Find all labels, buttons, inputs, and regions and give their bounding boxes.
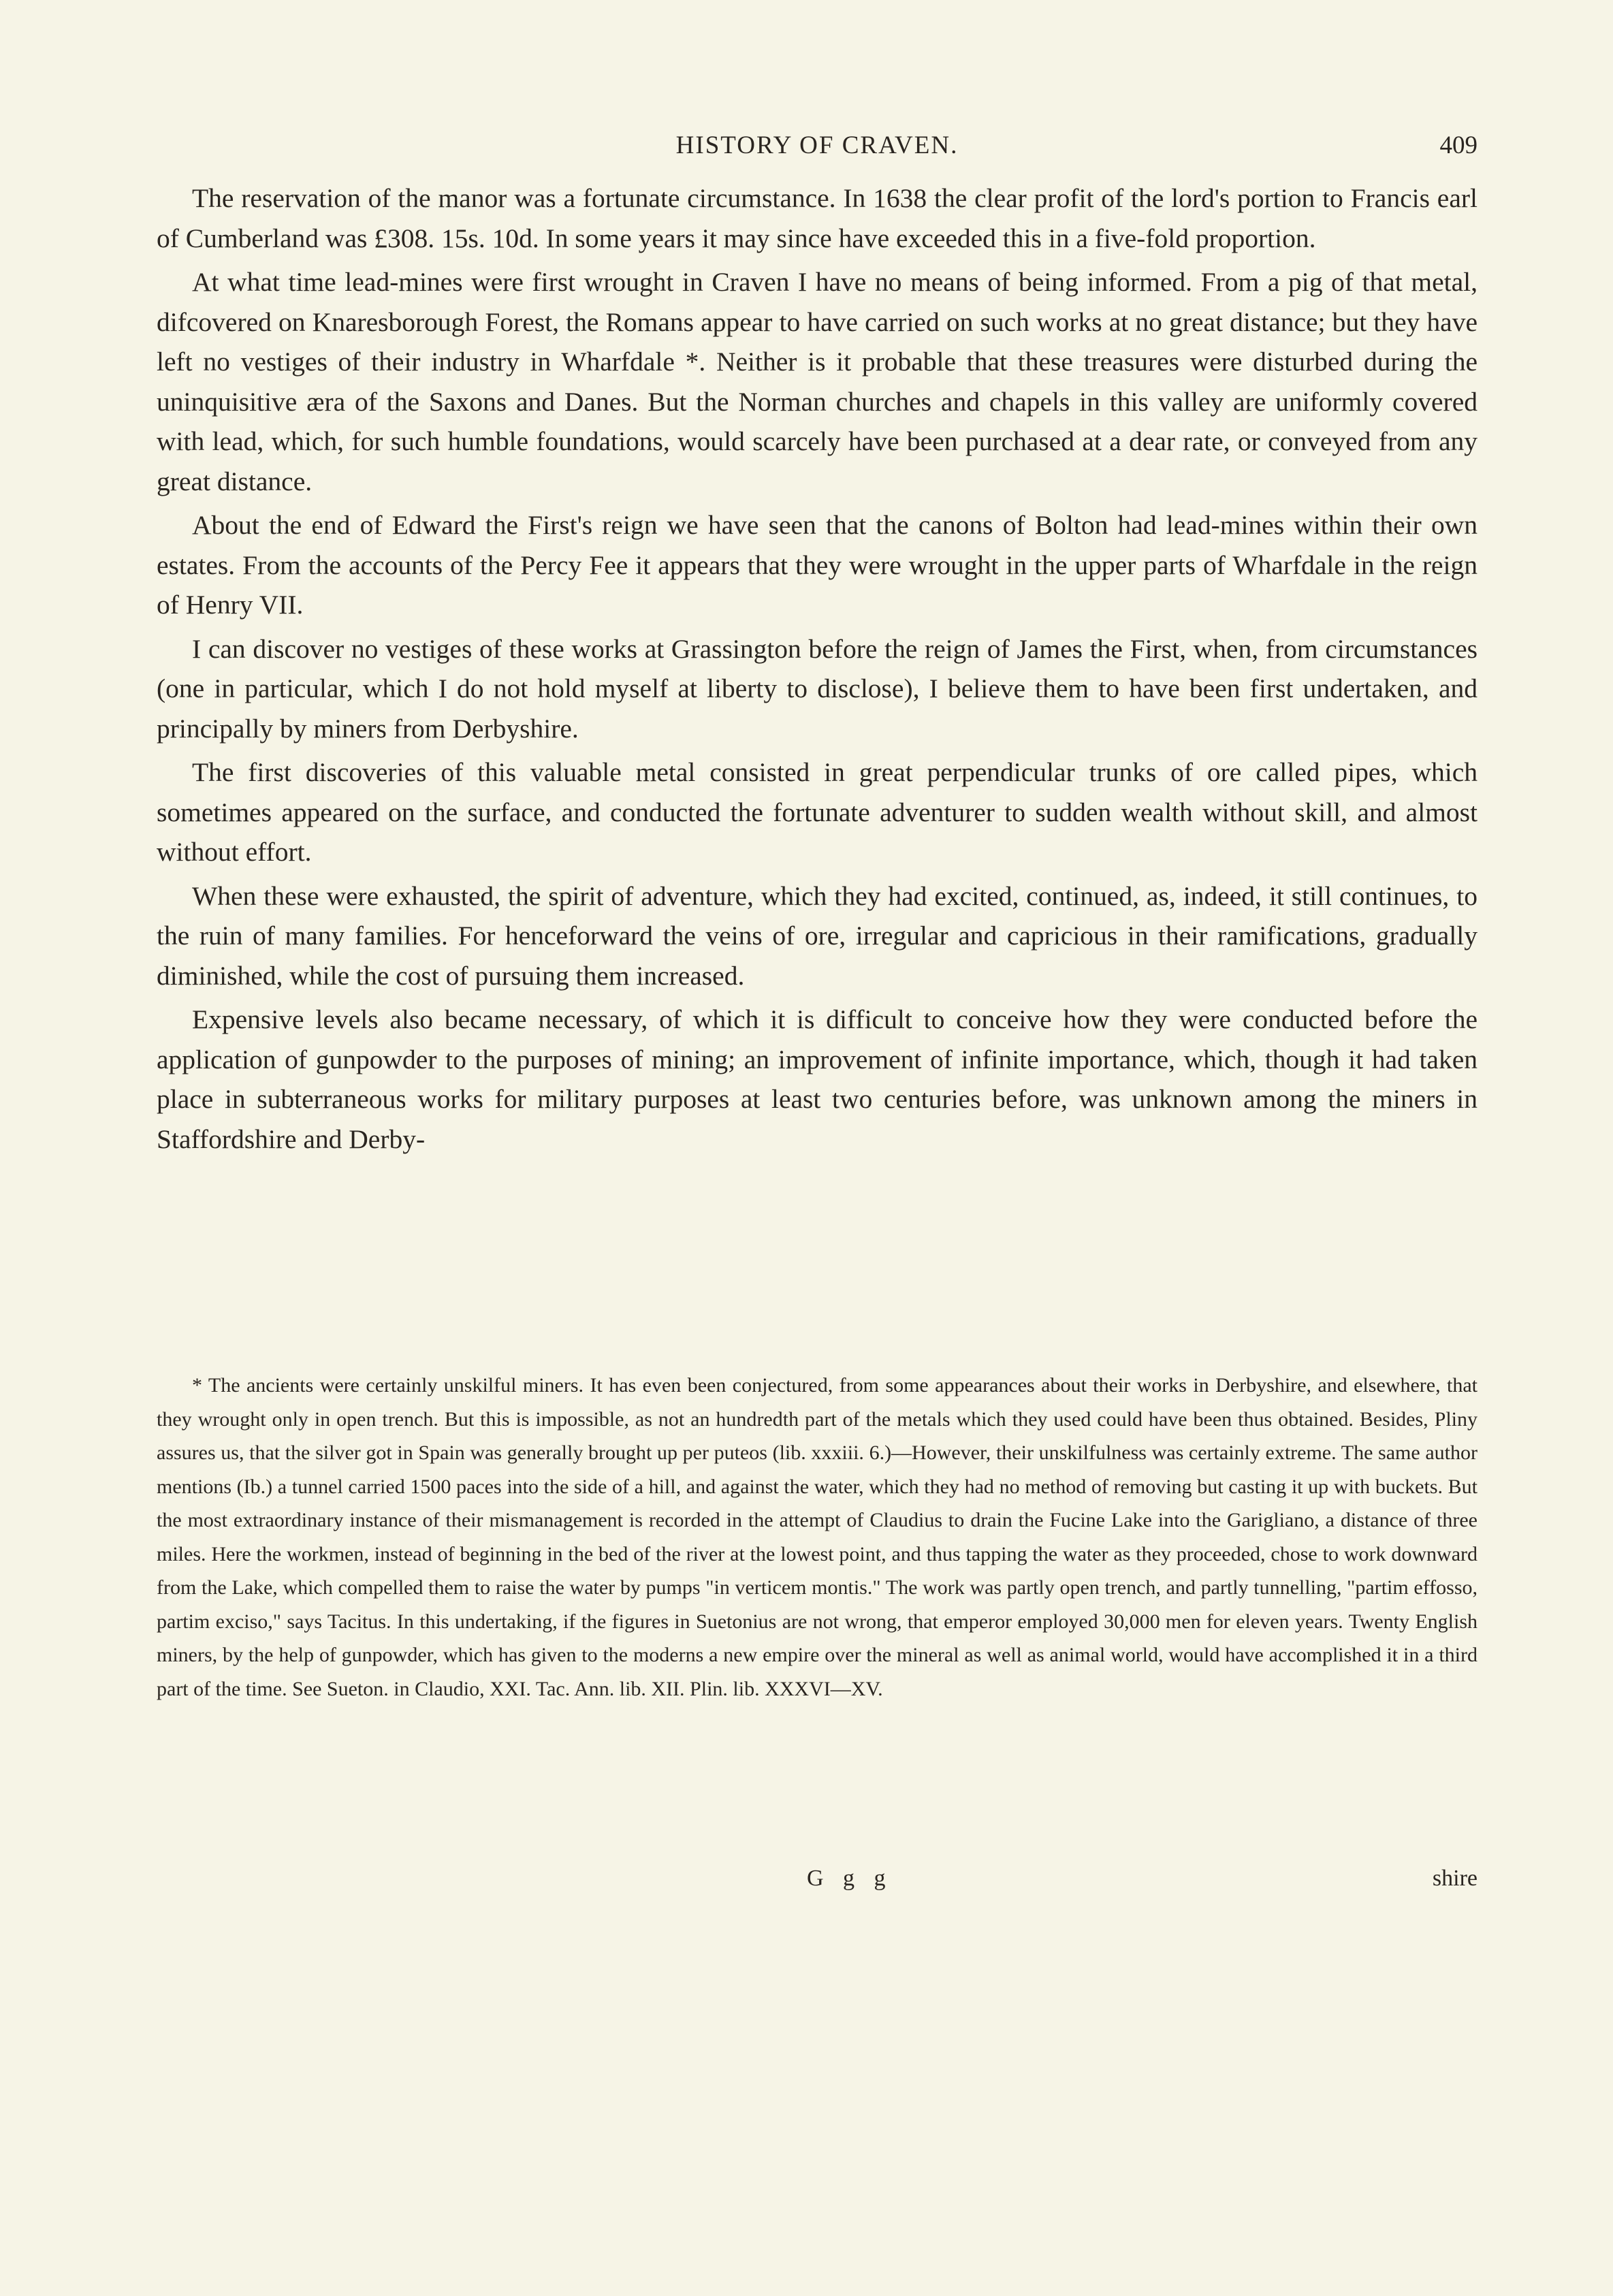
paragraph: When these were exhausted, the spirit of adventure, which they had excited, continued, as, indeed, it still continues, to the ruin of many families. For henceforward the veins of ore, irregular and capricious in their ramifications, gradually diminished, while the cost of pursuing them increased. xyxy=(157,880,1478,991)
paragraph: I can discover no vestiges of these works at Grassington before the reign of James the First, when, from circumstances (one in particular, which I do not hold myself at liberty to disclose), I believe them to have been first undertaken, and principally by miners from Derbyshire. xyxy=(157,633,1478,744)
main-text xyxy=(157,178,1478,1163)
running-header xyxy=(157,131,1478,172)
paragraph: At what time lead-mines were first wrought in Craven I have no means of being informed. From a pig of that metal, difcovered on Knaresborough Forest, the Romans appear to have carried on such works at no great distance; but they have left no vestiges of their industry in Wharfdale *. Neither is it probable that these treasures were disturbed during the uninquisitive æra of the Saxons and Danes. But the Norman churches and chapels in this valley are uniformly covered with lead, which, for such humble foundations, would scarcely have been purchased at a dear rate, or conveyed from any great distance. xyxy=(157,267,1478,496)
running-title: HISTORY OF CRAVEN. xyxy=(675,131,959,159)
paragraph: The first discoveries of this valuable metal consisted in great perpendicular trunks of ore called pipes, which sometimes appeared on the surface, and conducted the fortunate adventurer to sudden wealth without skill, and almost without effort. xyxy=(157,757,1478,867)
signature-mark: G g g xyxy=(807,1866,893,1891)
paragraph: Expensive levels also became necessary, of which it is difficult to conceive how they were conducted before the application of gunpowder to the purposes of mining; an improvement of infinite importance, which, though it had taken place in subterraneous works for military purposes at least two centuries before, was unknown among the miners in Staffordshire and Derby- xyxy=(157,1004,1478,1154)
paragraph: The reservation of the manor was a fortunate circumstance. In 1638 the clear profit of the lord's portion to Francis earl of Cumberland was £308. 15s. 10d. In some years it may since have exceeded this in a five-fold proportion. xyxy=(157,183,1478,253)
catchword: shire xyxy=(1432,1866,1478,1891)
footnote: * The ancients were certainly unskilful miners. It has even been conjectured, from some appearances about their works in Derbyshire, and elsewhere, that they wrought only in open trench. But this is impossible, as not an hundredth part of the metals which they used could have been thus obtained. Besides, Pliny assures us, that the silver got in Spain was generally brought up per puteos (lib. xxxiii. 6.)—However, their unskilfulness was certainly extreme. The same author mentions (Ib.) a tunnel carried 1500 paces into the side of a hill, and against the water, which they had no method of removing but casting it up with buckets. But the most extraordinary instance of their mismanagement is recorded in the attempt of Claudius to drain the Fucine Lake into the Garigliano, a distance of three miles. Here the workmen, instead of beginning in the bed of the river at the lowest point, and thus tapping the water as they proceeded, chose to work downward from the Lake, which compelled them to raise the water by pumps "in verticem montis." The work was partly open trench, and partly tunnelling, "partim effosso, partim exciso," says Tacitus. In this undertaking, if the figures in Suetonius are not wrong, that emperor employed 30,000 men for eleven years. Twenty English miners, by the help of gunpowder, which has given to the moderns a new empire over the mineral as well as animal world, would have accomplished it in a third part of the time. See Sueton. in Claudio, XXI. Tac. Ann. lib. XII. Plin. lib. XXXVI—XV. xyxy=(157,1374,1478,1700)
footnotes xyxy=(157,1369,1478,1706)
page-footer xyxy=(157,1866,1478,1907)
page-number: 409 xyxy=(1439,131,1478,159)
paragraph: About the end of Edward the First's reign we have seen that the canons of Bolton had lead-mines within their own estates. From the accounts of the Percy Fee it appears that they were wrought in the upper parts of Wharfdale in the reign of Henry VII. xyxy=(157,510,1478,620)
